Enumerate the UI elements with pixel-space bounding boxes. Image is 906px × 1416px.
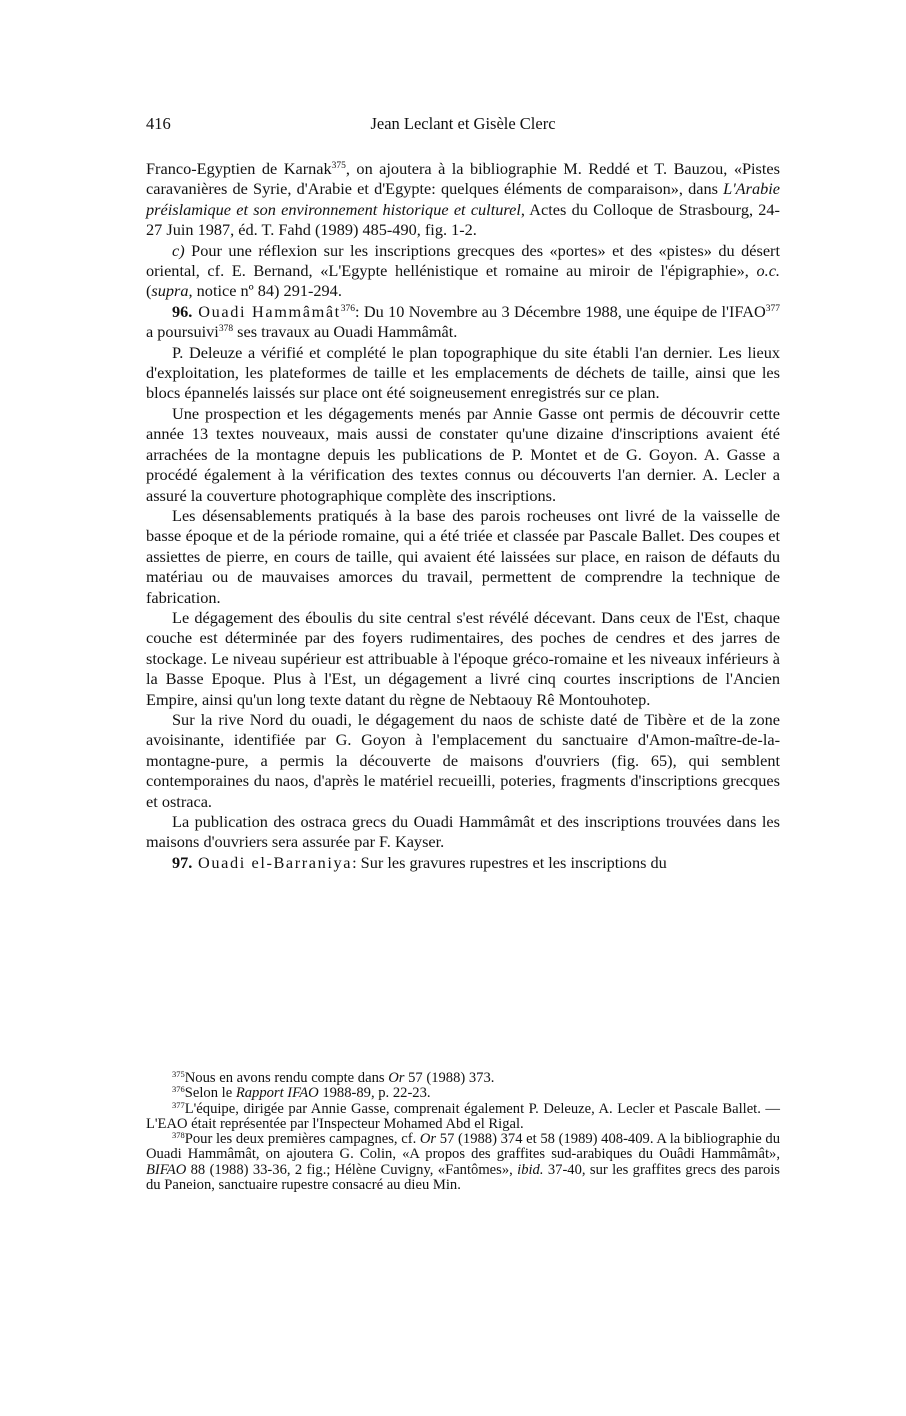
notice-97-ouadi-el-barraniya: 97. Ouadi el-Barraniya: Sur les gravures rupestres et les inscriptions du xyxy=(172,852,667,872)
footnote-ref-376[interactable]: 376 xyxy=(340,303,356,314)
footnote-ref-375[interactable]: 375 xyxy=(331,161,346,171)
footnote-378: $^{378}$Pour les deux premières campagnes, cf. Or 57 (1988) 374 et 58 (1989) 408-409. A la bibliographie du Ouadi Hammâmât, on ajoutera G. Colin, «A propos des graffites sud-arabiques du Ouâdi Hammâmât», BIFAO 88 (1988) 33-36, 2 fig.; Hélène Cuvigny, «Fantômes», ibid. 37-40, sur les graffites grecs des parois du Paneion, sanctuaire rupestre consacré au dieu Min. xyxy=(146,1130,780,1194)
running-title: Jean Leclant et Gisèle Clerc xyxy=(370,114,556,133)
paragraph-topographic-plan: P. Deleuze a vérifié et complété le plan topographique du site établi l'an dernier. Les lieux d'exploitation, les plateformes de taille et les emplacements de déchets de taille, ainsi que les blocs épannelés laissés sur place ont été soigneusement enregistrés sur ce plan. xyxy=(146,342,780,403)
notice-96-ouadi-hammamat: 96. Ouadi Hammâmât$^{376}$: Du 10 Novembre au 3 Décembre 1988, une équipe de l'IFAO$^{377}$ a poursuivi$^{378}$ ses travaux au Ouadi Hammâmât. xyxy=(146,301,780,342)
footnote-ref-378[interactable]: 378 xyxy=(218,324,234,335)
notice-place: Ouadi el-Barraniya xyxy=(192,852,353,872)
paragraph-rive-nord: Sur la rive Nord du ouadi, le dégagement du naos de schiste daté de Tibère et de la zone avoisinante, identifiée par G. Goyon à l'emplacement du sanctuaire d'Amon-maître-de-la-montagne-pure, a permis la découverte de maisons d'ouvriers (fig. 65), qui semblent contemporaines du naos, d'après le matériel recueilli, poteries, fragments d'inscriptions grecques et ostraca. xyxy=(146,709,780,811)
footnote-377: $^{377}$L'équipe, dirigée par Annie Gasse, comprenait également P. Deleuze, A. Lecler et Pascale Ballet. — L'EAO était représentée par l'Inspecteur Mohamed Abd el Rigal. xyxy=(146,1099,780,1132)
notice-number: 97. xyxy=(172,852,193,872)
paragraph-karnak-bibliography: Franco-Egyptien de Karnak$^{375}$, on ajoutera à la bibliographie M. Reddé et T. Bauzou, «Pistes caravanières de Syrie, d'Arabie et d'Egypte: quelques éléments de comparaison», dans L'Arabie préislamique et son environnement historique et culturel, Actes du Colloque de Strasbourg, 24-27 Juin 1987, éd. T. Fahd (1989) 485-490, fig. 1-2. xyxy=(146,159,780,240)
paragraph-eboulis: Le dégagement des éboulis du site central s'est révélé décevant. Dans ceux de l'Est, chaque couche est déterminée par des foyers rudimentaires, des poches de cendres et des jarres de stockage. Le niveau supérieur est attribuable à l'époque gréco-romaine et les niveaux inférieurs à la Basse Epoque. Plus à l'Est, un dégagement a livré cinq courtes inscriptions de l'Ancien Empire, ainsi qu'un long texte datant du règne de Nebtaouy Rê Montouhotep. xyxy=(146,607,780,709)
paragraph-prospection: Une prospection et les dégagements menés par Annie Gasse ont permis de découvrir cette année 13 textes nouveaux, mais aussi de constater qu'une dizaine d'inscriptions avaient été arrachées de la montagne depuis les publications de P. Montet et de G. Goyon. A. Gasse a procédé également à la vérification des textes connus ou découverts l'an dernier. A. Lecler a assuré la couverture photographique complète des inscriptions. xyxy=(146,403,780,505)
footnote-ref-377[interactable]: 377 xyxy=(765,303,780,314)
page-number: 416 xyxy=(146,114,171,133)
paragraph-desensablements: Les désensablements pratiqués à la base des parois rocheuses ont livré de la vaisselle de basse époque et de la période romaine, qui a été triée et classée par Pascale Ballet. Des coupes et assiettes de pierre, en cours de taille, qui avaient été laissées sur place, en raison de défauts du matériau ou de mauvaises amorces du travail, permettent de comprendre la technique de fabrication. xyxy=(146,505,780,607)
footnote-375: $^{375}$Nous en avons rendu compte dans Or 57 (1988) 373. xyxy=(172,1069,495,1086)
paragraph-c-inscriptions: c) Pour une réflexion sur les inscriptions grecques des «portes» et des «pistes» du désert oriental, cf. E. Bernand, «L'Egypte hellénistique et romaine au miroir de l'épigraphie», o.c. (supra, notice nº 84) 291-294. xyxy=(146,240,780,301)
book-title: L'Arabie préislamique et son environnement historique et culturel xyxy=(146,179,780,219)
main-text xyxy=(146,159,780,873)
notice-place: Ouadi Hammâmât xyxy=(192,301,341,321)
paragraph-publication: La publication des ostraca grecs du Ouadi Hammâmât et des inscriptions trouvées dans les maisons d'ouvriers sera assurée par F. Kayser. xyxy=(146,812,780,852)
footnote-376: $^{376}$Selon le Rapport IFAO 1988-89, p. 22-23. xyxy=(172,1084,431,1102)
page-header xyxy=(146,114,780,138)
notice-number: 96. xyxy=(172,301,193,321)
footnotes xyxy=(146,1071,780,1193)
